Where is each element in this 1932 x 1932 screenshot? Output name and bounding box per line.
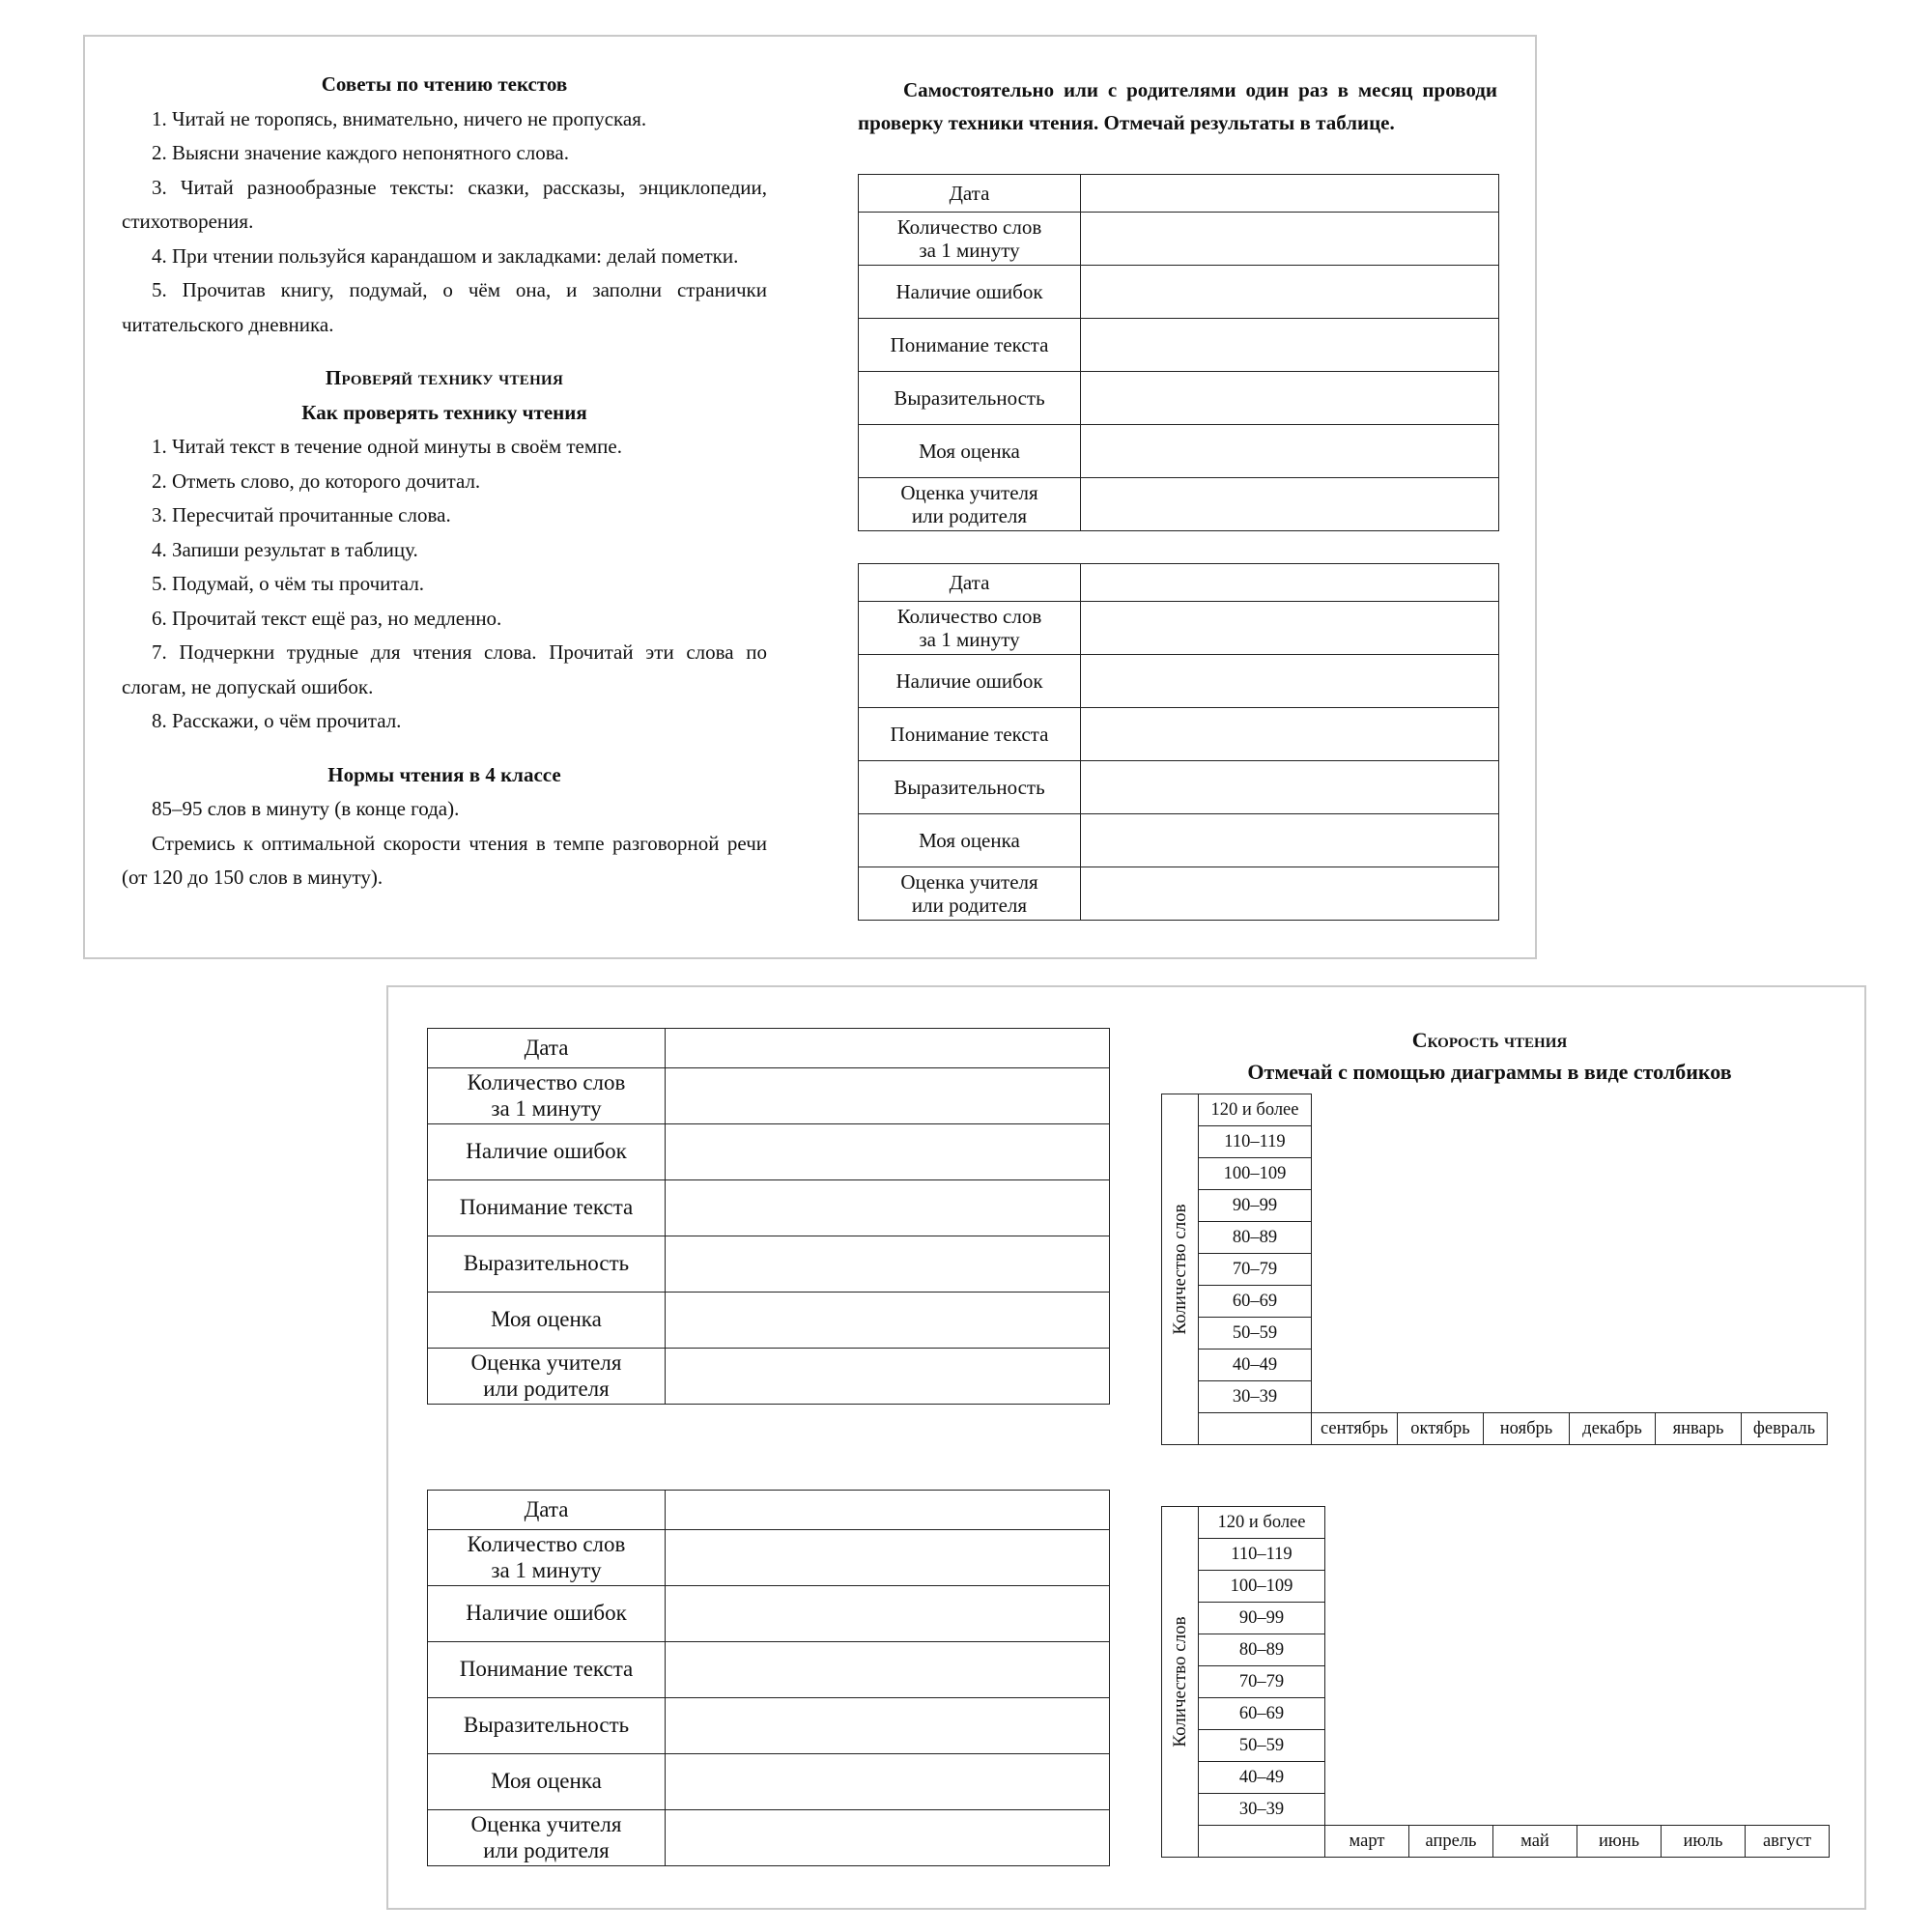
form-field-words[interactable] (666, 1068, 1110, 1124)
month-label: июнь (1577, 1826, 1662, 1858)
form-label-teacher: Оценка учителя или родителя (859, 478, 1081, 531)
page-reading-speed (386, 985, 1866, 1910)
month-label: июль (1662, 1826, 1746, 1858)
range-tick: 50–59 (1199, 1318, 1312, 1350)
speed-chart-autumn (1161, 1094, 1828, 1445)
form-field-my-grade[interactable] (1081, 814, 1499, 867)
month-label: февраль (1742, 1413, 1828, 1445)
form-label-errors: Наличие ошибок (859, 266, 1081, 319)
form-label-errors: Наличие ошибок (428, 1124, 666, 1180)
form-label-errors: Наличие ошибок (859, 655, 1081, 708)
norms-line: Стремись к оптимальной скорости чтения в темпе разговорной речи (от 120 до 150 слов в минуту). (122, 831, 767, 889)
form-label-expressive: Выразительность (428, 1236, 666, 1293)
norms-title: Нормы чтения в 4 классе (327, 762, 561, 786)
month-label: ноябрь (1484, 1413, 1570, 1445)
form-label-teacher: Оценка учителя или родителя (859, 867, 1081, 921)
y-axis-label: Количество слов (1162, 1094, 1199, 1445)
form-label-understanding: Понимание текста (428, 1642, 666, 1698)
form-field-date[interactable] (1081, 564, 1499, 602)
check-subtitle: Как проверять технику чтения (301, 400, 587, 424)
form-field-understanding[interactable] (666, 1642, 1110, 1698)
month-label: август (1746, 1826, 1830, 1858)
chart-corner-cell (1199, 1413, 1312, 1445)
form-field-errors[interactable] (1081, 655, 1499, 708)
check-item: 4. Запиши результат в таблицу. (152, 537, 418, 561)
form-label-understanding: Понимание текста (859, 319, 1081, 372)
reading-check-form (427, 1490, 1110, 1866)
form-label-understanding: Понимание текста (428, 1180, 666, 1236)
form-label-my-grade: Моя оценка (859, 425, 1081, 478)
form-field-date[interactable] (666, 1491, 1110, 1530)
y-axis-label: Количество слов (1162, 1507, 1199, 1858)
form-label-teacher: Оценка учителя или родителя (428, 1349, 666, 1405)
form-field-teacher[interactable] (666, 1810, 1110, 1866)
check-item: 8. Расскажи, о чём прочитал. (152, 709, 402, 732)
range-tick: 120 и более (1199, 1094, 1312, 1126)
range-tick: 70–79 (1199, 1666, 1325, 1698)
form-field-teacher[interactable] (1081, 867, 1499, 921)
range-tick: 40–49 (1199, 1350, 1312, 1381)
form-field-errors[interactable] (1081, 266, 1499, 319)
form-field-errors[interactable] (666, 1124, 1110, 1180)
month-label: апрель (1409, 1826, 1493, 1858)
check-item: 3. Пересчитай прочитанные слова. (152, 503, 451, 526)
range-tick: 30–39 (1199, 1794, 1325, 1826)
range-tick: 40–49 (1199, 1762, 1325, 1794)
speed-chart-spring (1161, 1506, 1830, 1858)
tips-item: 2. Выясни значение каждого непонятного слова. (152, 141, 569, 164)
form-label-errors: Наличие ошибок (428, 1586, 666, 1642)
check-item: 2. Отметь слово, до которого дочитал. (152, 469, 481, 493)
speed-subtitle: Отмечай с помощью диаграммы в виде столбиков (1247, 1060, 1732, 1084)
range-tick: 30–39 (1199, 1381, 1312, 1413)
range-tick: 70–79 (1199, 1254, 1312, 1286)
range-tick: 110–119 (1199, 1539, 1325, 1571)
form-field-words[interactable] (666, 1530, 1110, 1586)
tips-item: 3. Читай разнообразные тексты: сказки, рассказы, энциклопедии, стихотворения. (122, 175, 767, 233)
form-field-understanding[interactable] (1081, 708, 1499, 761)
chart-corner-cell (1199, 1826, 1325, 1858)
form-field-errors[interactable] (666, 1586, 1110, 1642)
tips-item: 4. При чтении пользуйся карандашом и закладками: делай пометки. (152, 243, 739, 268)
form-field-understanding[interactable] (666, 1180, 1110, 1236)
check-item: 1. Читай текст в течение одной минуты в своём темпе. (152, 435, 622, 458)
form-label-date: Дата (428, 1491, 666, 1530)
form-label-words: Количество слов за 1 минуту (859, 602, 1081, 655)
form-field-words[interactable] (1081, 602, 1499, 655)
month-label: март (1325, 1826, 1409, 1858)
reading-check-form (858, 563, 1499, 921)
month-label: сентябрь (1312, 1413, 1398, 1445)
form-label-date: Дата (859, 564, 1081, 602)
form-field-expressive[interactable] (666, 1698, 1110, 1754)
range-tick: 110–119 (1199, 1126, 1312, 1158)
form-field-my-grade[interactable] (666, 1754, 1110, 1810)
form-label-my-grade: Моя оценка (428, 1754, 666, 1810)
reading-check-form (858, 174, 1499, 531)
range-tick: 60–69 (1199, 1286, 1312, 1318)
form-label-expressive: Выразительность (428, 1698, 666, 1754)
range-tick: 90–99 (1199, 1190, 1312, 1222)
check-item: 6. Прочитай текст ещё раз, но медленно. (152, 606, 502, 630)
form-field-expressive[interactable] (1081, 372, 1499, 425)
chart-plot-area[interactable] (1312, 1094, 1828, 1413)
month-label: январь (1656, 1413, 1742, 1445)
month-label: май (1493, 1826, 1577, 1858)
tips-item: 1. Читай не торопясь, внимательно, ничего не пропуская. (152, 106, 647, 130)
form-label-expressive: Выразительность (859, 761, 1081, 814)
month-label: октябрь (1398, 1413, 1484, 1445)
page-reading-tips (83, 35, 1537, 959)
left-column (122, 68, 767, 895)
intro-paragraph: Самостоятельно или с родителями один раз в месяц проводи проверку техники чтения. Отмечай результаты в таблице. (858, 78, 1497, 134)
range-tick: 80–89 (1199, 1634, 1325, 1666)
range-tick: 120 и более (1199, 1507, 1325, 1539)
range-tick: 80–89 (1199, 1222, 1312, 1254)
form-field-my-grade[interactable] (1081, 425, 1499, 478)
check-title: Проверяй технику чтения (325, 366, 564, 389)
tips-item: 5. Прочитав книгу, подумай, о чём она, и заполни странички читательского дневника. (122, 278, 767, 336)
form-label-understanding: Понимание текста (859, 708, 1081, 761)
month-label: декабрь (1570, 1413, 1656, 1445)
form-field-date[interactable] (666, 1029, 1110, 1068)
form-field-understanding[interactable] (1081, 319, 1499, 372)
speed-title: Скорость чтения (1411, 1028, 1568, 1052)
chart-plot-area[interactable] (1325, 1507, 1830, 1826)
form-field-expressive[interactable] (666, 1236, 1110, 1293)
form-label-my-grade: Моя оценка (428, 1293, 666, 1349)
reading-check-form (427, 1028, 1110, 1405)
check-item: 5. Подумай, о чём ты прочитал. (152, 572, 425, 595)
speed-heading (1142, 1024, 1837, 1088)
form-field-date[interactable] (1081, 175, 1499, 213)
form-field-expressive[interactable] (1081, 761, 1499, 814)
tips-title: Советы по чтению текстов (321, 72, 568, 96)
check-item: 7. Подчеркни трудные для чтения слова. Прочитай эти слова по слогам, не допускай ошибок. (122, 640, 767, 698)
form-label-date: Дата (428, 1029, 666, 1068)
form-field-words[interactable] (1081, 213, 1499, 266)
range-tick: 100–109 (1199, 1158, 1312, 1190)
range-tick: 100–109 (1199, 1571, 1325, 1603)
range-tick: 60–69 (1199, 1698, 1325, 1730)
norms-line: 85–95 слов в минуту (в конце года). (152, 797, 460, 820)
form-label-my-grade: Моя оценка (859, 814, 1081, 867)
form-label-words: Количество слов за 1 минуту (428, 1068, 666, 1124)
form-label-date: Дата (859, 175, 1081, 213)
form-field-my-grade[interactable] (666, 1293, 1110, 1349)
form-field-teacher[interactable] (1081, 478, 1499, 531)
form-label-words: Количество слов за 1 минуту (859, 213, 1081, 266)
form-label-words: Количество слов за 1 минуту (428, 1530, 666, 1586)
form-label-teacher: Оценка учителя или родителя (428, 1810, 666, 1866)
form-label-expressive: Выразительность (859, 372, 1081, 425)
range-tick: 90–99 (1199, 1603, 1325, 1634)
range-tick: 50–59 (1199, 1730, 1325, 1762)
form-field-teacher[interactable] (666, 1349, 1110, 1405)
